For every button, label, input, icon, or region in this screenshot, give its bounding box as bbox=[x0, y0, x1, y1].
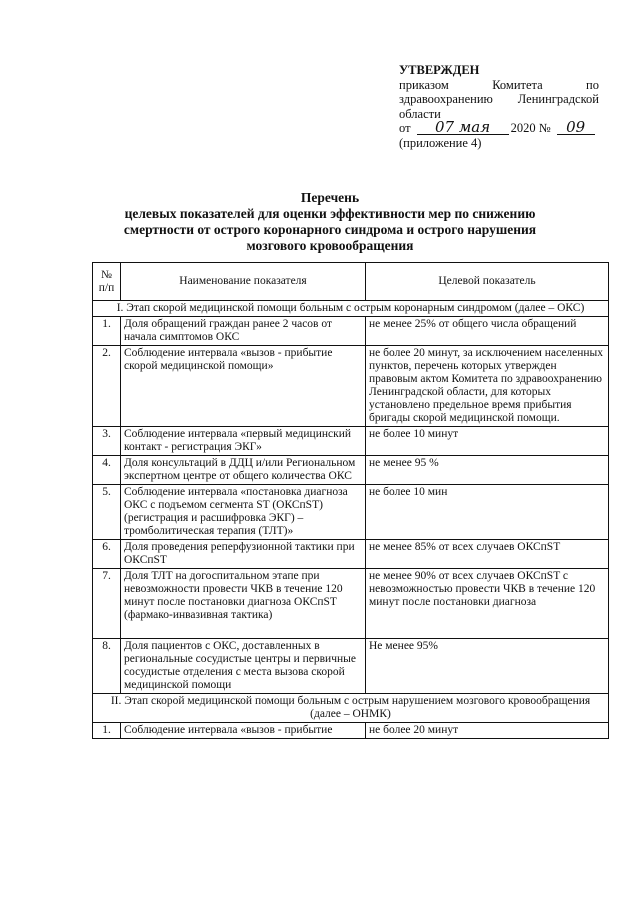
indicators-table bbox=[92, 262, 609, 739]
handwritten-date: 07 мая bbox=[417, 121, 509, 135]
row-indicator: Доля консультаций в ДДЦ и/или Региональном экспертном центре от общего количества ОКС bbox=[121, 456, 366, 485]
row-num: 6. bbox=[93, 540, 121, 569]
table-row bbox=[93, 427, 609, 456]
row-target: не менее 85% от всех случаев ОКСпST bbox=[366, 540, 609, 569]
approval-heading: УТВЕРЖДЕН bbox=[399, 63, 480, 77]
row-target: не менее 25% от общего числа обращений bbox=[366, 317, 609, 346]
title-line-1: Перечень bbox=[300, 190, 360, 205]
date-prefix: от bbox=[399, 121, 411, 135]
section-onmk-title: II. Этап скорой медицинской помощи больным с острым нарушением мозгового кровообращения (далее – ОНМК) bbox=[93, 694, 609, 723]
table-row bbox=[93, 317, 609, 346]
row-target: не менее 95 % bbox=[366, 456, 609, 485]
table-row bbox=[93, 485, 609, 540]
approval-line-2 bbox=[399, 92, 599, 107]
row-target: не более 20 минут, за исключением населенных пунктов, перечень которых утвержден правовым актом Комитета по здравоохранению Ленинградской области, для которых установлено предельное время прибытия бригады скорой медицинской помощи. bbox=[366, 346, 609, 427]
title-line-4: мозгового кровообращения bbox=[246, 238, 414, 253]
table-row bbox=[93, 456, 609, 485]
title-line-3: смертности от острого коронарного синдрома и острого нарушения bbox=[123, 222, 537, 237]
table-header-row bbox=[93, 263, 609, 301]
row-indicator: Соблюдение интервала «постановка диагноза ОКС с подъемом сегмента ST (ОКСпST) (регистрация и расшифровка ЭКГ) – тромболитическая терапия (ТЛТ)» bbox=[121, 485, 366, 540]
row-num: 1. bbox=[93, 723, 121, 739]
row-indicator: Доля пациентов с ОКС, доставленных в региональные сосудистые центры и первичные сосудистые отделения с места вызова скорой медицинской помощи bbox=[121, 639, 366, 694]
approval-word: по bbox=[586, 77, 599, 92]
document-title bbox=[80, 190, 580, 254]
row-indicator: Соблюдение интервала «первый медицинский контакт - регистрация ЭКГ» bbox=[121, 427, 366, 456]
table-row bbox=[93, 639, 609, 694]
row-indicator: Соблюдение интервала «вызов - прибытие скорой медицинской помощи» bbox=[121, 346, 366, 427]
table-row bbox=[93, 540, 609, 569]
approval-line-3: области bbox=[399, 106, 441, 121]
row-target: не более 10 минут bbox=[366, 427, 609, 456]
row-num: 4. bbox=[93, 456, 121, 485]
handwritten-number: 09 bbox=[557, 121, 595, 135]
approval-line-1 bbox=[399, 78, 599, 93]
approval-word: приказом bbox=[399, 77, 449, 92]
approval-word: Ленинградской bbox=[517, 92, 599, 106]
row-num: 5. bbox=[93, 485, 121, 540]
row-num: 3. bbox=[93, 427, 121, 456]
row-indicator: Доля ТЛТ на догоспитальном этапе при невозможности провести ЧКВ в течение 120 минут после постановки диагноза ОКСпST (фармако-инвазивная тактика) bbox=[121, 569, 366, 639]
row-num: 2. bbox=[93, 346, 121, 427]
row-indicator: Соблюдение интервала «вызов - прибытие bbox=[121, 723, 366, 739]
row-target: не более 20 минут bbox=[366, 723, 609, 739]
row-indicator: Доля проведения реперфузионной тактики при ОКСпST bbox=[121, 540, 366, 569]
section-row-oks bbox=[93, 301, 609, 317]
table-row bbox=[93, 723, 609, 739]
row-num: 7. bbox=[93, 569, 121, 639]
row-num: 8. bbox=[93, 639, 121, 694]
approval-word: Комитета bbox=[492, 77, 543, 92]
row-num: 1. bbox=[93, 317, 121, 346]
year-and-number-label: 2020 № bbox=[510, 121, 551, 135]
header-target: Целевой показатель bbox=[366, 263, 609, 301]
row-indicator: Доля обращений граждан ранее 2 часов от начала симптомов ОКС bbox=[121, 317, 366, 346]
header-num: № п/п bbox=[93, 263, 121, 301]
approval-word: здравоохранению bbox=[399, 92, 493, 106]
table-row bbox=[93, 346, 609, 427]
approval-block bbox=[399, 63, 599, 150]
row-target: Не менее 95% bbox=[366, 639, 609, 694]
row-target: не менее 90% от всех случаев ОКСпST с невозможностью провести ЧКВ в течение 120 минут после постановки диагноза bbox=[366, 569, 609, 639]
approval-date-line bbox=[399, 118, 599, 136]
header-name: Наименование показателя bbox=[121, 263, 366, 301]
section-row-onmk bbox=[93, 694, 609, 723]
table-row bbox=[93, 569, 609, 639]
section-oks-title: I. Этап скорой медицинской помощи больным с острым коронарным синдромом (далее – ОКС) bbox=[93, 301, 609, 317]
appendix-note: (приложение 4) bbox=[399, 135, 482, 150]
title-line-2: целевых показателей для оценки эффективности мер по снижению bbox=[124, 206, 536, 221]
row-target: не более 10 мин bbox=[366, 485, 609, 540]
